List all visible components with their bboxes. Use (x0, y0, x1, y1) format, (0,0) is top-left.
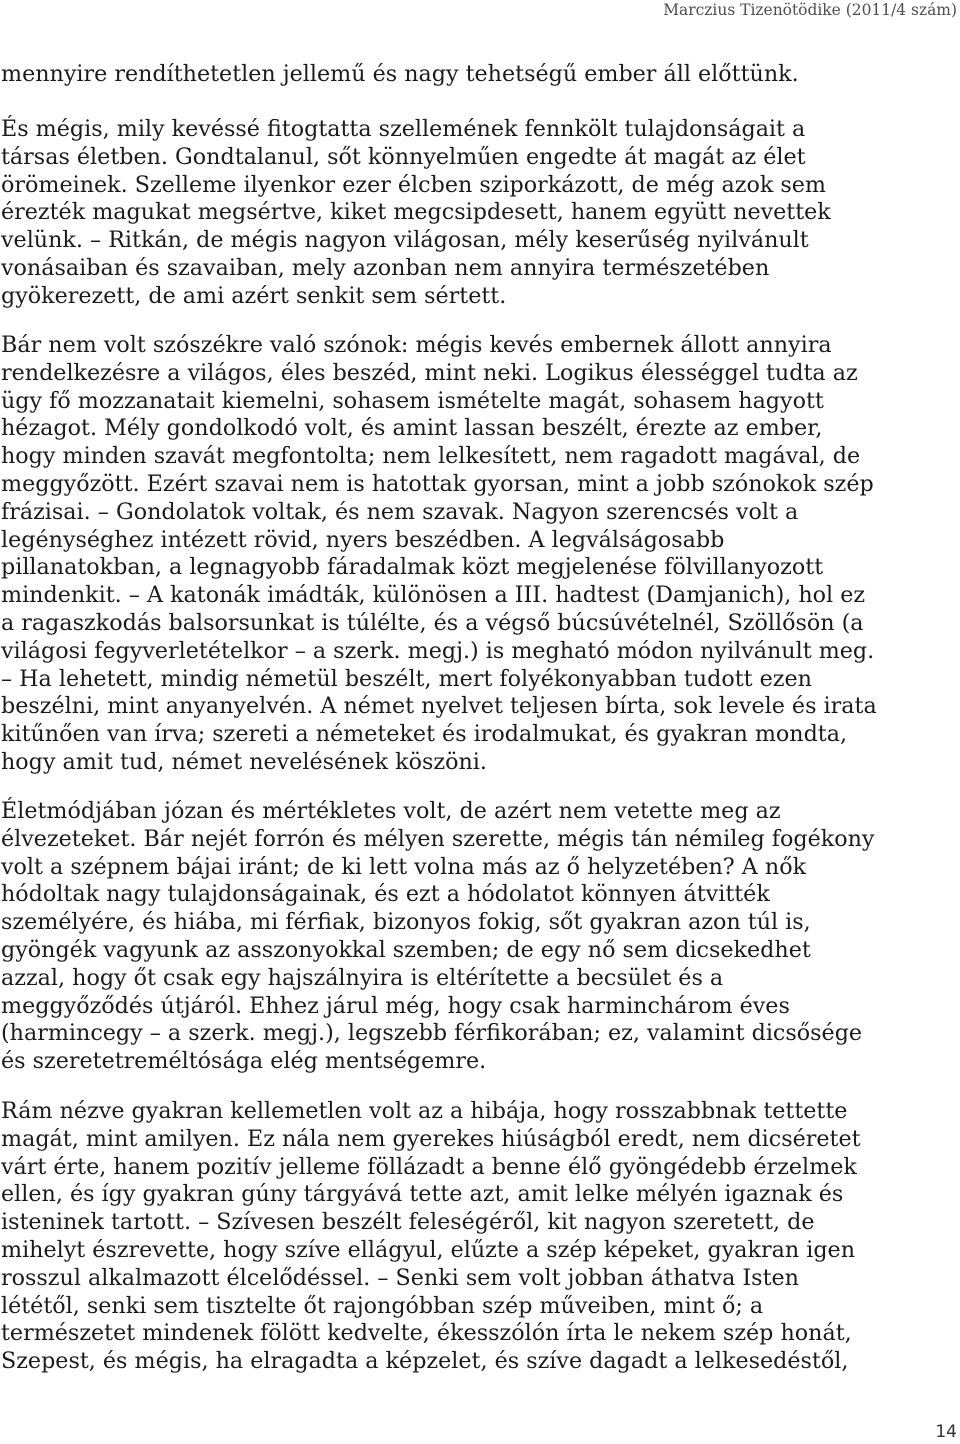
text-line: beszélni, mint anyanyelvén. A német nyelvet teljesen bírta, sok levele és irata (1, 693, 877, 720)
text-line: ügy fő mozzanatait kiemelni, sohasem ismételte magát, sohasem hagyott (1, 387, 824, 414)
text-line: mihelyt észrevette, hogy szíve ellágyul, elűzte a szép képeket, gyakran igen (1, 1236, 856, 1263)
text-line: pillanatokban, a legnagyobb fáradalmak közt megjelenése fölvillanyozott (1, 554, 824, 581)
text-line: Szepest, és mégis, ha elragadta a képzelet, és szíve dagadt a lelkesedéstől, (1, 1348, 849, 1375)
text-line: és szeretetreméltósága elég mentségemre. (1, 1048, 487, 1075)
text-line: Rám nézve gyakran kellemetlen volt az a hibája, hogy rosszabbnak tettette (1, 1098, 848, 1124)
text-line: Bár nem volt szószékre való szónok: mégis kevés embernek állott annyira (1, 332, 832, 358)
running-header: Marczius Tizenötödike (2011/4 szám) (663, 1, 957, 19)
text-line: ellen, és így gyakran gúny tárgyává tette azt, amit lelke mélyén igaznak és (1, 1181, 844, 1208)
paragraph (1, 116, 831, 311)
text-line: rendelkezésre a világos, éles beszéd, mint neki. Logikus élességgel tudta az (1, 359, 858, 386)
text-line: (harmincegy – a szerk. megj.), legszebb férfikorában; ez, valamint dicsősége (1, 1020, 863, 1047)
paragraph (1, 61, 799, 89)
text-line: hogy minden szavát megfontolta; nem lelkesített, nem ragadott magával, de (1, 443, 861, 470)
text-line: isteninek tartott. – Szívesen beszélt feleségéről, kit nagyon szeretett, de (1, 1209, 815, 1236)
text-line: élvezeteket. Bár nejét forrón és mélyen szerette, mégis tán némileg fogékony (1, 825, 875, 852)
text-line: velünk. – Ritkán, de mégis nagyon világosan, mély keserűség nyilvánult (1, 227, 809, 254)
paragraph (1, 798, 874, 1076)
text-line: érezték magukat megsértve, kiket megcsipdesett, hanem együtt nevettek (1, 199, 831, 226)
text-line: Életmódjában józan és mértékletes volt, de azért nem vetette meg az (1, 798, 781, 824)
text-line: a ragaszkodás balsorsunkat is túlélte, és a végső búcsúvételnél, Szöllősön (a (1, 609, 864, 636)
text-line: mindenkit. – A katonák imádták, különösen a III. hadtest (Damjanich), hol ez (1, 582, 866, 609)
text-line: volt a szépnem bájai iránt; de ki lett volna más az ő helyzetében? A nők (1, 853, 807, 880)
text-line: vonásaiban és szavaiban, mely azonban nem annyira természetében (1, 254, 770, 281)
text-line: lététől, senki sem tisztelte őt rajongóbban szép műveiben, mint ő; a (1, 1292, 764, 1319)
text-line: hézagot. Mély gondolkodó volt, és amint lassan beszélt, érezte az ember, (1, 415, 823, 442)
page-number: 14 (935, 1422, 957, 1442)
text-line: hogy amit tud, német nevelésének köszöni. (1, 748, 487, 775)
text-line: mennyire rendíthetetlen jellemű és nagy tehetségű ember áll előttünk. (1, 61, 799, 87)
text-line: világosi fegyverletételkor – a szerk. megj.) is megható módon nyilvánult meg. (1, 637, 875, 664)
text-line: gyökerezett, de ami azért senkit sem sértett. (1, 282, 507, 309)
text-line: meggyőződés útjáról. Ehhez járul még, hogy csak harminchárom éves (1, 992, 790, 1019)
text-line: természetet mindenek fölött kedvelte, ékesszólón írta le nekem szép honát, (1, 1320, 852, 1347)
text-line: várt érte, hanem pozitív jelleme föllázadt a benne élő gyöngédebb érzelmek (1, 1153, 857, 1180)
text-line: társas életben. Gondtalanul, sőt könnyelműen engedte át magát az élet (1, 143, 806, 170)
text-line: És mégis, mily kevéssé fitogtatta szellemének fennkölt tulajdonságait a (1, 116, 806, 142)
text-line: rosszul alkalmazott élcelődéssel. – Senki sem volt jobban áthatva Isten (1, 1264, 799, 1291)
text-line: legénységhez intézett rövid, nyers beszédben. A legválságosabb (1, 526, 725, 553)
text-line: gyöngék vagyunk az asszonyokkal szemben; de egy nő sem dicsekedhet (1, 936, 811, 963)
paragraph (1, 1098, 861, 1376)
text-line: személyére, és hiába, mi férfiak, bizonyos fokig, sőt gyakran azon túl is, (1, 909, 811, 936)
text-line: azzal, hogy őt csak egy hajszálnyira is eltérítette a becsület és a (1, 964, 724, 991)
paragraph (1, 332, 877, 777)
text-line: magát, mint amilyen. Ez nála nem gyerekes hiúságból eredt, nem dicséretet (1, 1125, 861, 1152)
text-line: hódoltak nagy tulajdonságainak, és ezt a hódolatot könnyen átvitték (1, 881, 770, 908)
text-line: kitűnően van írva; szereti a németeket és irodalmukat, és gyakran mondta, (1, 721, 848, 748)
text-line: meggyőzött. Ezért szavai nem is hatottak gyorsan, mint a jobb szónokok szép (1, 470, 874, 497)
text-line: – Ha lehetett, mindig németül beszélt, mert folyékonyabban tudott ezen (1, 665, 812, 692)
text-line: frázisai. – Gondolatok voltak, és nem szavak. Nagyon szerencsés volt a (1, 498, 799, 525)
text-line: örömeinek. Szelleme ilyenkor ezer élcben sziporkázott, de még azok sem (1, 171, 826, 198)
